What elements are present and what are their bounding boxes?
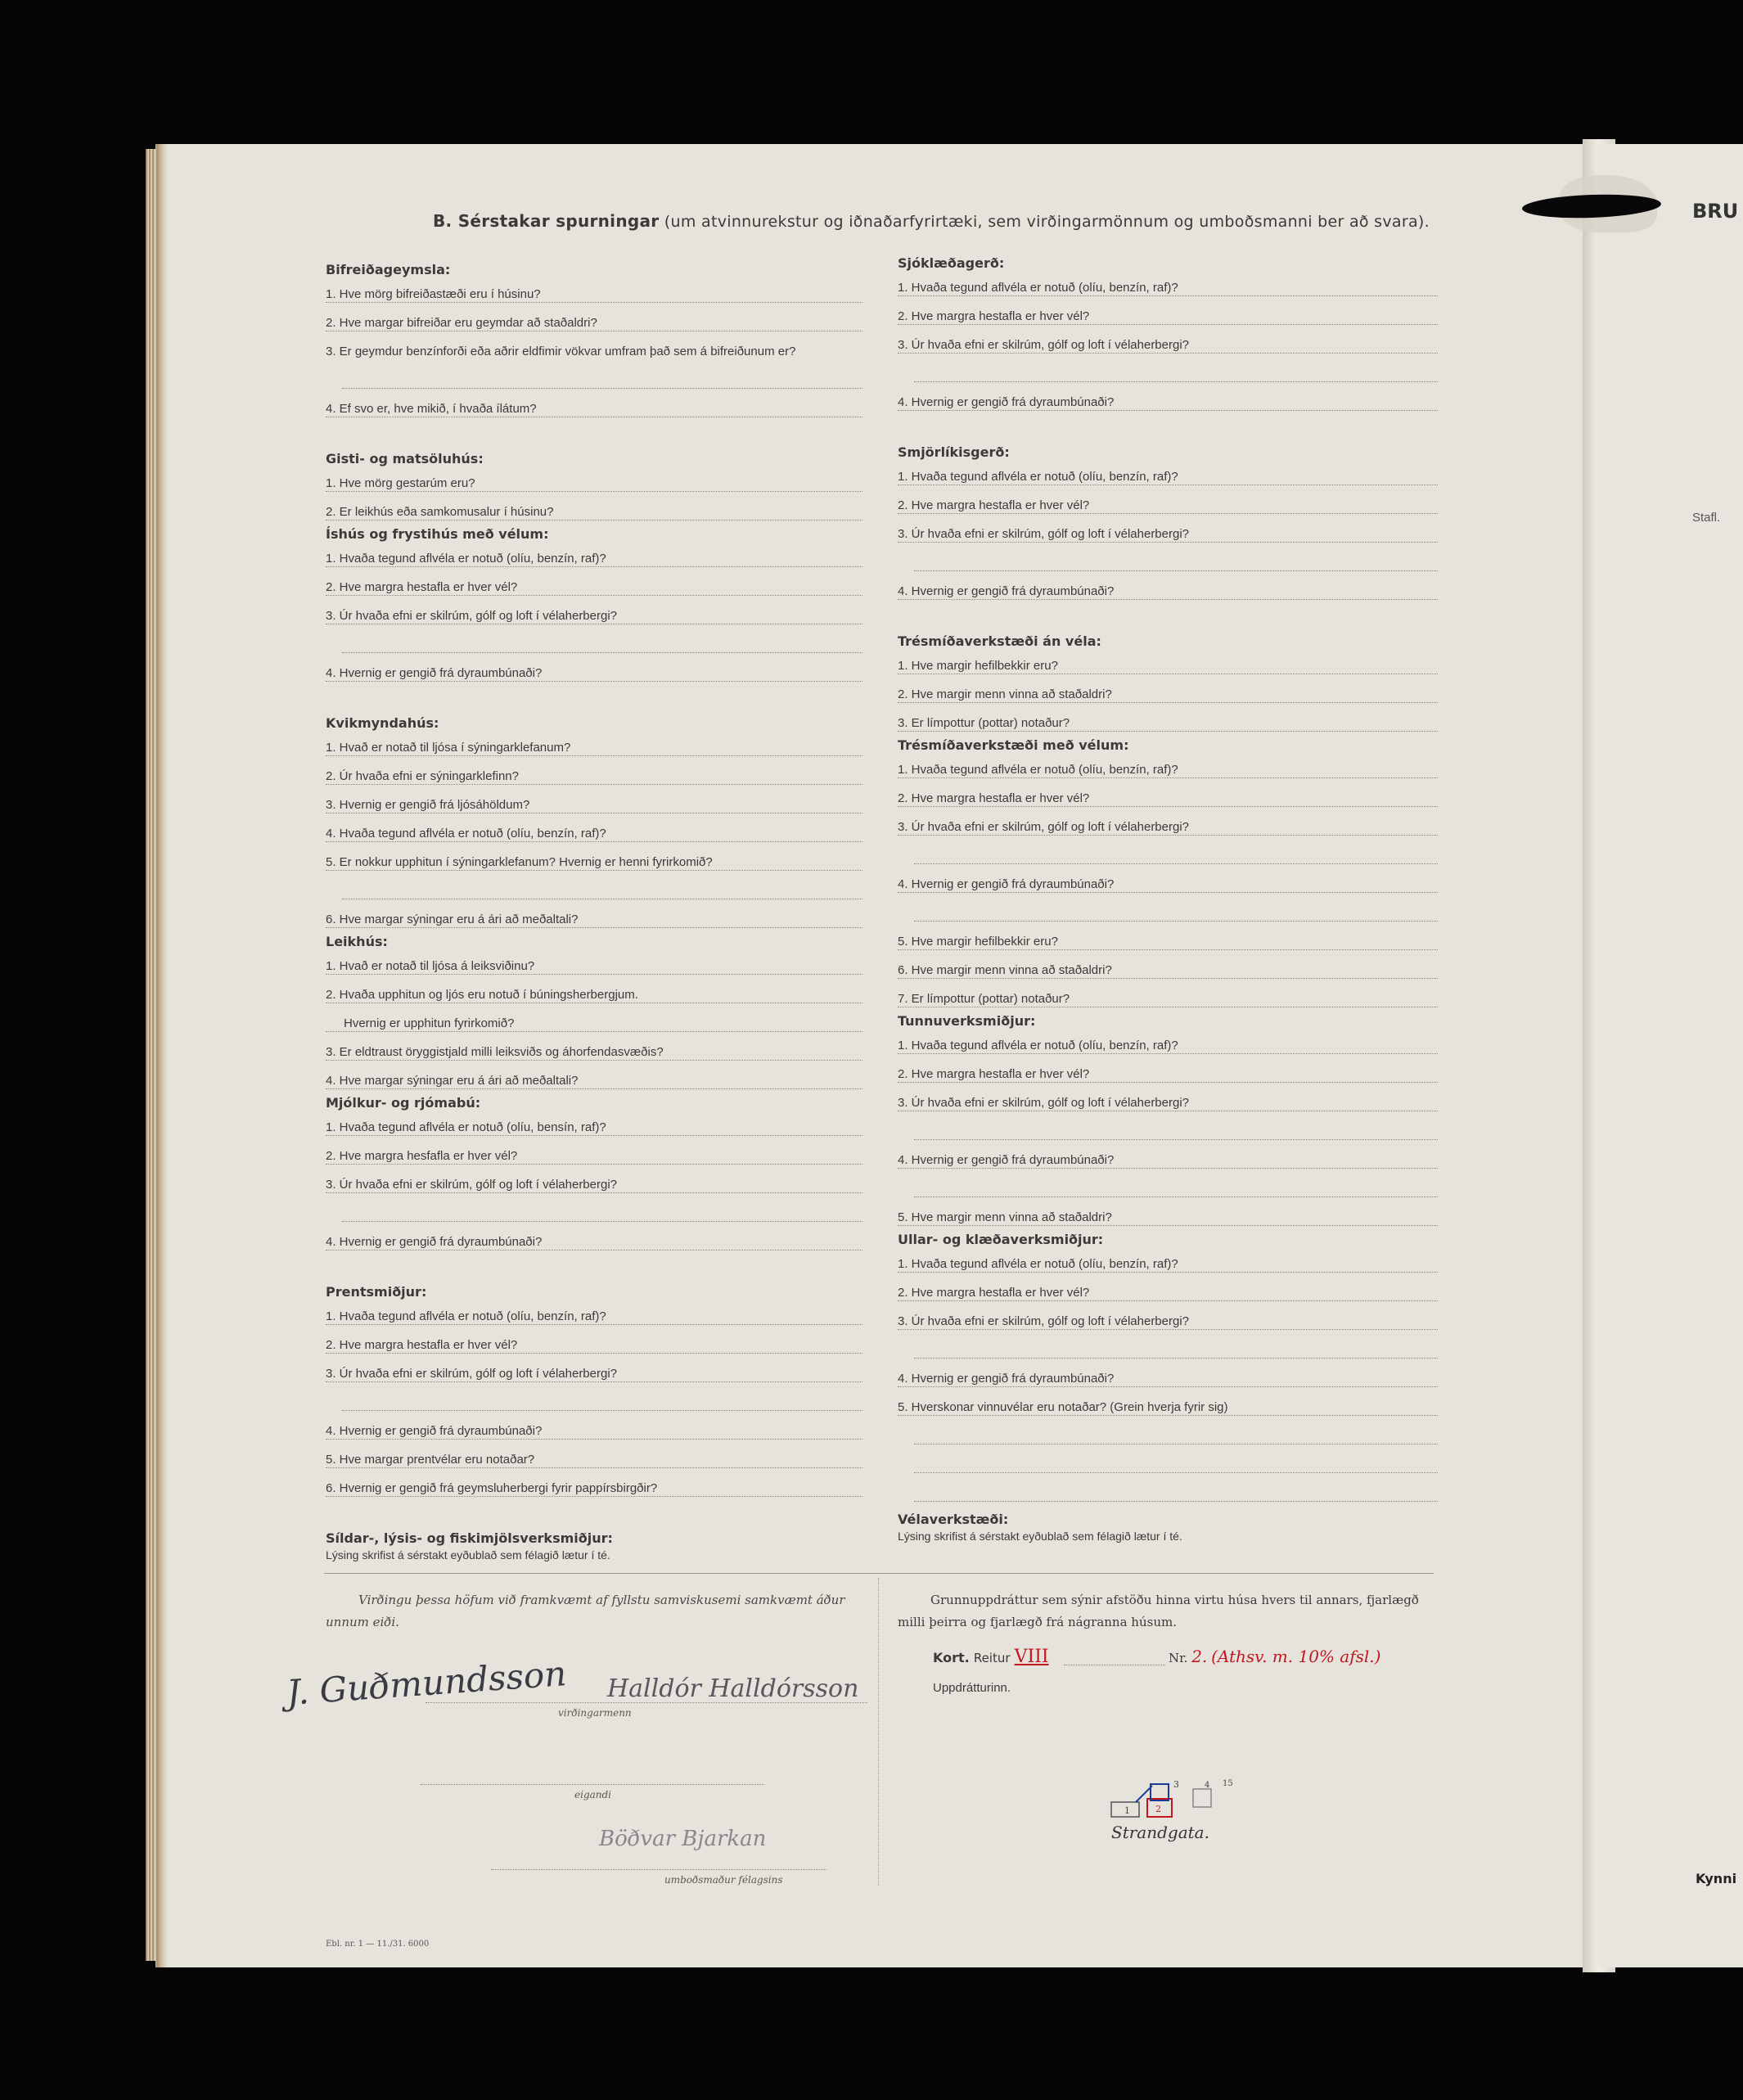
answer-row xyxy=(326,366,866,394)
question-text: 1. Hvað er notað til ljósa í sýningarklefanum? xyxy=(326,741,574,755)
signature-appraiser-2: Halldór Halldórsson xyxy=(607,1674,859,1703)
question-row xyxy=(898,985,1441,1013)
nr-label: Nr. xyxy=(1169,1651,1188,1665)
question-row xyxy=(898,302,1441,331)
question-text: 1. Hvaða tegund aflvéla er notuð (olíu, bensín, raf)? xyxy=(326,1120,610,1134)
question-text: 5. Hve margir hefilbekkir eru? xyxy=(898,935,1061,949)
answer-line[interactable] xyxy=(326,1353,862,1354)
facing-page xyxy=(1597,144,1743,1967)
question-row xyxy=(898,331,1441,359)
section-title xyxy=(433,211,1430,231)
answer-line[interactable] xyxy=(326,1381,862,1382)
question-row xyxy=(326,1038,866,1066)
question-row xyxy=(898,784,1441,813)
question-row xyxy=(898,1393,1441,1422)
section-note: (um atvinnurekstur og iðnaðarfyrirtæki, sem virðingarmönnum og umboðsmanni ber að svara). xyxy=(664,213,1430,231)
answer-line[interactable] xyxy=(898,731,1438,732)
ground-plan-text: Grunnuppdráttur sem sýnir afstöðu hinna virtu húsa hvers til annars, fjarlægð milli þeirra og fjarlægð frá nágranna húsum. xyxy=(898,1593,1419,1629)
reitur-value[interactable]: VIII xyxy=(1014,1647,1049,1667)
question-row xyxy=(326,469,866,498)
question-row xyxy=(326,1009,866,1038)
question-text: 5. Hve margir menn vinna að staðaldri? xyxy=(898,1210,1115,1224)
answer-line[interactable] xyxy=(898,835,1438,836)
answer-line[interactable] xyxy=(326,974,862,975)
question-text: 2. Hve margra hesfafla er hver vél? xyxy=(326,1149,520,1163)
question-row xyxy=(898,1364,1441,1393)
question-row xyxy=(898,1060,1441,1088)
question-row xyxy=(326,573,866,602)
question-text: 3. Úr hvaða efni er skilrúm, gólf og loft í vélaherbergi? xyxy=(326,1367,620,1381)
answer-line[interactable] xyxy=(914,381,1438,382)
question-row xyxy=(898,1307,1441,1336)
question-text: 2. Hve margra hestafla er hver vél? xyxy=(326,1338,520,1352)
question-row xyxy=(898,1031,1441,1060)
answer-line[interactable] xyxy=(326,1135,862,1136)
uppdrattur-label: Uppdrátturinn. xyxy=(933,1681,1011,1695)
question-text: 3. Úr hvaða efni er skilrúm, gólf og loft í vélaherbergi? xyxy=(326,609,620,623)
question-row xyxy=(326,733,866,762)
sketch-label-15: 15 xyxy=(1223,1779,1233,1788)
answer-line[interactable] xyxy=(898,484,1438,485)
question-row xyxy=(898,651,1441,680)
nr-field xyxy=(1169,1647,1380,1666)
question-row xyxy=(326,1113,866,1142)
answer-line[interactable] xyxy=(326,1324,862,1325)
group-heading: Gisti- og matsöluhús: xyxy=(326,451,484,466)
question-text: 1. Hvaða tegund aflvéla er notuð (olíu, benzín, raf)? xyxy=(898,1039,1182,1052)
left-column xyxy=(326,254,866,1561)
question-text: 2. Hve margra hestafla er hver vél? xyxy=(898,791,1092,805)
question-row xyxy=(326,1359,866,1388)
question-text: 4. Hvernig er gengið frá dyraumbúnaði? xyxy=(326,666,545,680)
question-row xyxy=(326,1170,866,1199)
question-row xyxy=(326,498,866,526)
answer-row xyxy=(898,548,1441,577)
answer-line[interactable] xyxy=(326,566,862,567)
sketch-label-4: 4 xyxy=(1205,1781,1210,1790)
footer-divider xyxy=(324,1573,1434,1574)
answer-row xyxy=(898,1117,1441,1146)
answer-line[interactable] xyxy=(326,755,862,756)
question-text: 3. Úr hvaða efni er skilrúm, gólf og loft í vélaherbergi? xyxy=(326,1178,620,1192)
question-text: 5. Hverskonar vinnuvélar eru notaðar? (Grein hverja fyrir sig) xyxy=(898,1400,1232,1414)
question-text: 4. Hve margar sýningar eru á ári að meðaltali? xyxy=(326,1074,581,1088)
question-text: 4. Hvernig er gengið frá dyraumbúnaði? xyxy=(898,1153,1117,1167)
nr-value[interactable]: 2. xyxy=(1191,1647,1208,1666)
group-heading: Leikhús: xyxy=(326,934,388,949)
question-text: 2. Hve margra hestafla er hver vél? xyxy=(898,309,1092,323)
answer-line[interactable] xyxy=(914,1196,1438,1197)
answer-line[interactable] xyxy=(898,295,1438,296)
question-row xyxy=(326,1142,866,1170)
question-text: 3. Er eldtraust öryggistjald milli leiksviðs og áhorfendasvæðis? xyxy=(326,1045,667,1059)
question-row xyxy=(326,544,866,573)
answer-line[interactable] xyxy=(898,949,1438,950)
answer-line[interactable] xyxy=(342,652,862,653)
group-heading: Bifreiðageymsla: xyxy=(326,262,451,277)
answer-row xyxy=(326,1388,866,1417)
question-row xyxy=(898,870,1441,899)
question-row xyxy=(326,394,866,423)
question-text: 2. Er leikhús eða samkomusalur í húsinu? xyxy=(326,505,556,519)
ground-plan-sketch xyxy=(1103,1778,1259,1843)
answer-line[interactable] xyxy=(898,1272,1438,1273)
answer-line[interactable] xyxy=(898,1300,1438,1301)
question-row xyxy=(898,813,1441,841)
answer-row xyxy=(898,899,1441,927)
answer-line[interactable] xyxy=(326,1439,862,1440)
question-text: 1. Hvaða tegund aflvéla er notuð (olíu, benzín, raf)? xyxy=(898,281,1182,295)
question-text: 3. Er límpottur (pottar) notaður? xyxy=(898,716,1073,730)
question-row xyxy=(326,659,866,687)
question-row xyxy=(898,927,1441,956)
question-text: 3. Úr hvaða efni er skilrúm, gólf og loft í vélaherbergi? xyxy=(898,1096,1192,1110)
question-text: 3. Hvernig er gengið frá ljósáhöldum? xyxy=(326,798,533,812)
question-text: 6. Hve margar sýningar eru á ári að meðaltali? xyxy=(326,913,581,926)
question-row xyxy=(898,1250,1441,1278)
question-row xyxy=(326,280,866,309)
group-heading: Tunnuverksmiðjur: xyxy=(898,1013,1036,1029)
facing-page-kynni-label: Kynni xyxy=(1696,1871,1737,1886)
answer-line[interactable] xyxy=(898,702,1438,703)
right-column xyxy=(898,247,1441,1543)
answer-line[interactable] xyxy=(914,570,1438,571)
question-row xyxy=(326,309,866,337)
question-text: Hvernig er upphitun fyrirkomið? xyxy=(344,1016,517,1030)
question-row xyxy=(898,462,1441,491)
signature-line-owner xyxy=(421,1784,764,1785)
question-row xyxy=(326,337,866,366)
answer-line[interactable] xyxy=(326,784,862,785)
answer-row xyxy=(326,877,866,905)
question-text: 1. Hvað er notað til ljósa á leiksviðinu? xyxy=(326,959,538,973)
group-heading: Smjörlíkisgerð: xyxy=(898,444,1010,460)
group-heading: Íshús og frystihús með vélum: xyxy=(326,526,549,542)
question-text: 4. Hvernig er gengið frá dyraumbúnaði? xyxy=(326,1235,545,1249)
answer-line[interactable] xyxy=(914,921,1438,922)
question-row xyxy=(326,1331,866,1359)
question-row xyxy=(326,602,866,630)
question-text: 1. Hve mörg gestarúm eru? xyxy=(326,476,479,490)
question-text: 3. Úr hvaða efni er skilrúm, gólf og loft í vélaherbergi? xyxy=(898,527,1192,541)
nr-note[interactable]: (Athsv. m. 10% afsl.) xyxy=(1211,1647,1381,1666)
question-row xyxy=(326,1066,866,1095)
sketch-label-1: 1 xyxy=(1124,1805,1130,1816)
answer-line[interactable] xyxy=(898,1386,1438,1387)
question-text: 1. Hvaða tegund aflvéla er notuð (olíu, benzín, raf)? xyxy=(898,470,1182,484)
answer-row xyxy=(898,1422,1441,1450)
question-row xyxy=(898,680,1441,709)
question-text: 1. Hve margir hefilbekkir eru? xyxy=(898,659,1061,673)
question-text: 4. Hvernig er gengið frá dyraumbúnaði? xyxy=(898,584,1117,598)
question-text: 2. Hve margra hestafla er hver vél? xyxy=(898,1286,1092,1300)
answer-line[interactable] xyxy=(326,595,862,596)
question-row xyxy=(326,819,866,848)
answer-line[interactable] xyxy=(326,1164,862,1165)
signature-appraiser-1: J. Guðmundsson xyxy=(285,1653,568,1713)
answer-line[interactable] xyxy=(342,388,862,389)
group-heading: Sjóklæðagerð: xyxy=(898,255,1005,271)
question-row xyxy=(326,1445,866,1474)
group-heading: Trésmíðaverkstæði með vélum: xyxy=(898,737,1129,753)
answer-line[interactable] xyxy=(914,863,1438,864)
question-text: 1. Hvaða tegund aflvéla er notuð (olíu, benzín, raf)? xyxy=(326,1309,610,1323)
answer-line[interactable] xyxy=(326,927,862,928)
question-text: 4. Hvernig er gengið frá dyraumbúnaði? xyxy=(898,877,1117,891)
answer-line[interactable] xyxy=(326,1496,862,1497)
group-heading: Kvikmyndahús: xyxy=(326,715,439,731)
caption-appraisers: virðingarmenn xyxy=(558,1707,632,1719)
answer-line[interactable] xyxy=(898,1415,1438,1416)
answer-row xyxy=(326,1199,866,1228)
kort-label: Kort. xyxy=(933,1650,970,1665)
answer-line[interactable] xyxy=(914,1472,1438,1473)
answer-row xyxy=(326,630,866,659)
question-row xyxy=(898,388,1441,417)
question-text: 2. Hvaða upphitun og ljós eru notuð í búningsherbergjum. xyxy=(326,988,642,1002)
question-text: 4. Ef svo er, hve mikið, í hvaða ílátum? xyxy=(326,402,540,416)
answer-line[interactable] xyxy=(326,302,862,303)
answer-line[interactable] xyxy=(898,353,1438,354)
answer-line[interactable] xyxy=(326,1060,862,1061)
question-text: 4. Hvaða tegund aflvéla er notuð (olíu, benzín, raf)? xyxy=(326,827,610,840)
question-row xyxy=(898,1278,1441,1307)
answer-line[interactable] xyxy=(898,892,1438,893)
question-text: 3. Er geymdur benzínforði eða aðrir eldfimir vökvar umfram það sem á bifreiðunum er? xyxy=(326,345,799,358)
section-label: B. Sérstakar spurningar xyxy=(433,211,660,231)
signature-line-agent xyxy=(491,1869,826,1870)
answer-line[interactable] xyxy=(326,491,862,492)
question-row xyxy=(326,1228,866,1256)
footer-column-divider xyxy=(878,1578,879,1886)
answer-line[interactable] xyxy=(898,1225,1438,1226)
answer-line[interactable] xyxy=(326,681,862,682)
reitur-label: Reitur xyxy=(973,1651,1011,1665)
question-row xyxy=(898,1146,1441,1174)
question-text: 1. Hvaða tegund aflvéla er notuð (olíu, benzín, raf)? xyxy=(898,1257,1182,1271)
answer-line[interactable] xyxy=(342,1221,862,1222)
sketch-label-2: 2 xyxy=(1155,1804,1161,1814)
answer-line[interactable] xyxy=(326,1088,862,1089)
answer-line[interactable] xyxy=(898,410,1438,411)
question-text: 2. Hve margir menn vinna að staðaldri? xyxy=(898,687,1115,701)
answer-line[interactable] xyxy=(898,599,1438,600)
question-text: 1. Hvaða tegund aflvéla er notuð (olíu, benzín, raf)? xyxy=(898,763,1182,777)
question-text: 2. Hve margra hestafla er hver vél? xyxy=(898,498,1092,512)
answer-line[interactable] xyxy=(898,1168,1438,1169)
answer-line[interactable] xyxy=(914,1139,1438,1140)
group-note: Lýsing skrifist á sérstakt eyðublað sem félagið lætur í té. xyxy=(898,1530,1182,1543)
answer-line[interactable] xyxy=(898,324,1438,325)
question-row xyxy=(326,952,866,980)
question-text: 3. Úr hvaða efni er skilrúm, gólf og loft í vélaherbergi? xyxy=(898,1314,1192,1328)
sketch-label-3: 3 xyxy=(1173,1779,1179,1790)
question-text: 6. Hve margir menn vinna að staðaldri? xyxy=(898,963,1115,977)
answer-row xyxy=(898,1174,1441,1203)
group-heading: Síldar-, lýsis- og fiskimjölsverksmiðjur: xyxy=(326,1530,613,1546)
question-row xyxy=(898,709,1441,737)
question-text: 4. Hvernig er gengið frá dyraumbúnaði? xyxy=(326,1424,545,1438)
question-text: 4. Hvernig er gengið frá dyraumbúnaði? xyxy=(898,1372,1117,1386)
question-row xyxy=(898,491,1441,520)
question-text: 2. Hve margar bifreiðar eru geymdar að staðaldri? xyxy=(326,316,601,330)
question-row xyxy=(326,905,866,934)
question-row xyxy=(326,1417,866,1445)
group-heading: Ullar- og klæðaverksmiðjur: xyxy=(898,1232,1104,1247)
answer-line[interactable] xyxy=(326,1250,862,1251)
signature-line-appraisers xyxy=(426,1702,867,1703)
question-row xyxy=(326,1302,866,1331)
answer-line[interactable] xyxy=(326,1467,862,1468)
answer-line[interactable] xyxy=(326,1192,862,1193)
answer-row xyxy=(898,1479,1441,1503)
answer-row xyxy=(898,1336,1441,1364)
question-text: 5. Hve margar prentvélar eru notaðar? xyxy=(326,1453,538,1467)
answer-line[interactable] xyxy=(898,777,1438,778)
group-heading: Prentsmiðjur: xyxy=(326,1284,427,1300)
answer-line[interactable] xyxy=(914,1358,1438,1359)
question-text: 5. Er nokkur upphitun í sýningarklefanum? Hvernig er henni fyrirkomið? xyxy=(326,855,716,869)
question-text: 1. Hvaða tegund aflvéla er notuð (olíu, benzín, raf)? xyxy=(326,552,610,566)
answer-row xyxy=(898,359,1441,388)
signature-agent: Böðvar Bjarkan xyxy=(599,1827,767,1851)
answer-line[interactable] xyxy=(326,841,862,842)
answer-line[interactable] xyxy=(342,1410,862,1411)
question-text: 2. Hve margra hestafla er hver vél? xyxy=(898,1067,1092,1081)
answer-line[interactable] xyxy=(326,1031,862,1032)
sketch-street-name: Strandgata. xyxy=(1111,1823,1209,1842)
declaration-text: Virðingu þessa höfum við framkvæmt af fyllstu samviskusemi samkvæmt áður unnum eiði. xyxy=(326,1593,845,1629)
kort-field xyxy=(933,1647,1049,1667)
question-row xyxy=(898,956,1441,985)
question-row xyxy=(326,791,866,819)
answer-line[interactable] xyxy=(326,870,862,871)
question-row xyxy=(326,980,866,1009)
answer-line[interactable] xyxy=(898,806,1438,807)
question-text: 4. Hvernig er gengið frá dyraumbúnaði? xyxy=(898,395,1117,409)
group-heading: Trésmíðaverkstæði án véla: xyxy=(898,633,1101,649)
question-row xyxy=(898,1203,1441,1232)
answer-row xyxy=(898,1450,1441,1479)
question-text: 3. Úr hvaða efni er skilrúm, gólf og loft í vélaherbergi? xyxy=(898,338,1192,352)
question-row xyxy=(898,1088,1441,1117)
answer-row xyxy=(898,841,1441,870)
form-number: Ebl. nr. 1 — 11./31. 6000 xyxy=(326,1940,430,1949)
question-text: 2. Úr hvaða efni er sýningarklefinn? xyxy=(326,769,522,783)
group-heading: Vélaverkstæði: xyxy=(898,1512,1009,1527)
question-text: 6. Hvernig er gengið frá geymsluherbergi fyrir pappírsbirgðir? xyxy=(326,1481,660,1495)
question-row xyxy=(898,755,1441,784)
question-row xyxy=(326,1474,866,1503)
group-note: Lýsing skrifist á sérstakt eyðublað sem félagið lætur í té. xyxy=(326,1548,610,1561)
question-text: 1. Hve mörg bifreiðastæði eru í húsinu? xyxy=(326,287,544,301)
question-text: 3. Úr hvaða efni er skilrúm, gólf og loft í vélaherbergi? xyxy=(898,820,1192,834)
question-text: 7. Er límpottur (pottar) notaður? xyxy=(898,992,1073,1006)
facing-page-header: BRU xyxy=(1692,200,1739,223)
answer-line[interactable] xyxy=(898,1329,1438,1330)
answer-line[interactable] xyxy=(898,542,1438,543)
question-row xyxy=(898,273,1441,302)
caption-owner: eigandi xyxy=(574,1789,612,1800)
question-row xyxy=(326,762,866,791)
answer-line[interactable] xyxy=(898,1082,1438,1083)
answer-line[interactable] xyxy=(898,1053,1438,1054)
answer-line[interactable] xyxy=(914,1501,1438,1502)
caption-agent: umboðsmaður félagsins xyxy=(664,1874,783,1886)
question-row xyxy=(898,577,1441,606)
answer-line[interactable] xyxy=(898,978,1438,979)
group-heading: Mjólkur- og rjómabú: xyxy=(326,1095,481,1111)
facing-page-stafl-label: Stafl. xyxy=(1692,511,1721,525)
answer-line[interactable] xyxy=(898,513,1438,514)
question-row xyxy=(326,848,866,877)
question-text: 2. Hve margra hestafla er hver vél? xyxy=(326,580,520,594)
question-row xyxy=(898,520,1441,548)
